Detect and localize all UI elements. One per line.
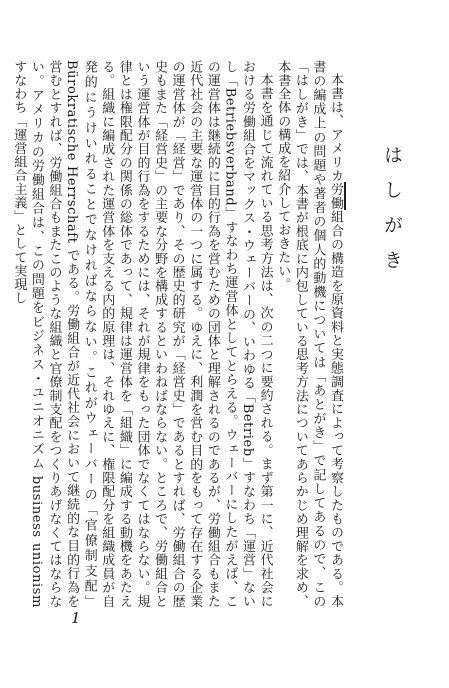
body-text — [10, 60, 344, 608]
heading-rule — [344, 182, 346, 210]
page-heading: はしがき — [381, 145, 403, 285]
paragraph-method: 本書を通じて流れている思考方法は、次の二つに要約される。まず第一に、近代社会における労働組合をマックス・ウェーバーの、いわゆる「Betrieb」すなわち「運営」ないし「Betriebsverband」すなわち運営体としてとらえる。ウェーバーにしたがえば、この運営体は継続的に目的行為を営むための団体と理解されるのであるが、労働組合もまた近代社会の主要な運営体の一つに属する。ゆえに、利潤を営む目的をもって存在する企業の運営体が「経営」であり、その歴史的研究が「経営史」であるとすれば、労働組合の歴史もまた「経営史」の主要な分野を構成するといわねばならない。ところで、労働組合という運営体が目的行為をするためには、それが規律をもった団体でなくてはならない。規律とは権限配分の関係の総体であって、規律は運営体を「組織」に編成する動機をあたえる。組織に編成された運営体を支える内的原理は、それゆえに、権限配分を組織成員が自発的にうけいれることでなければならない。これがウェーバーの「官僚制支配」Bürokratische Herrschaft である。労働組合が近代社会において継続的な目的行為を営むとすれば、労働組合もまたこのような組織と官僚制支配をつくりあげなくてはならない。アメリカの労働組合は、この問題をビジネス・ユニオニズム business unionism すなわち「運営組合主義」として実現し — [11, 60, 273, 608]
page-number: 1 — [71, 609, 81, 627]
paragraph-intro: 本書は、アメリカ労働組合の構造を原資料と実態調査によって考察したものである。本書の編成上の問題や著者の個人的動機については「あとがき」で記してあるので、この「はしがき」では、本書が根底に内包している思考方法についてあらかじめ理解を求め、本書全体の構成を紹介しておきたい。 — [275, 60, 343, 608]
